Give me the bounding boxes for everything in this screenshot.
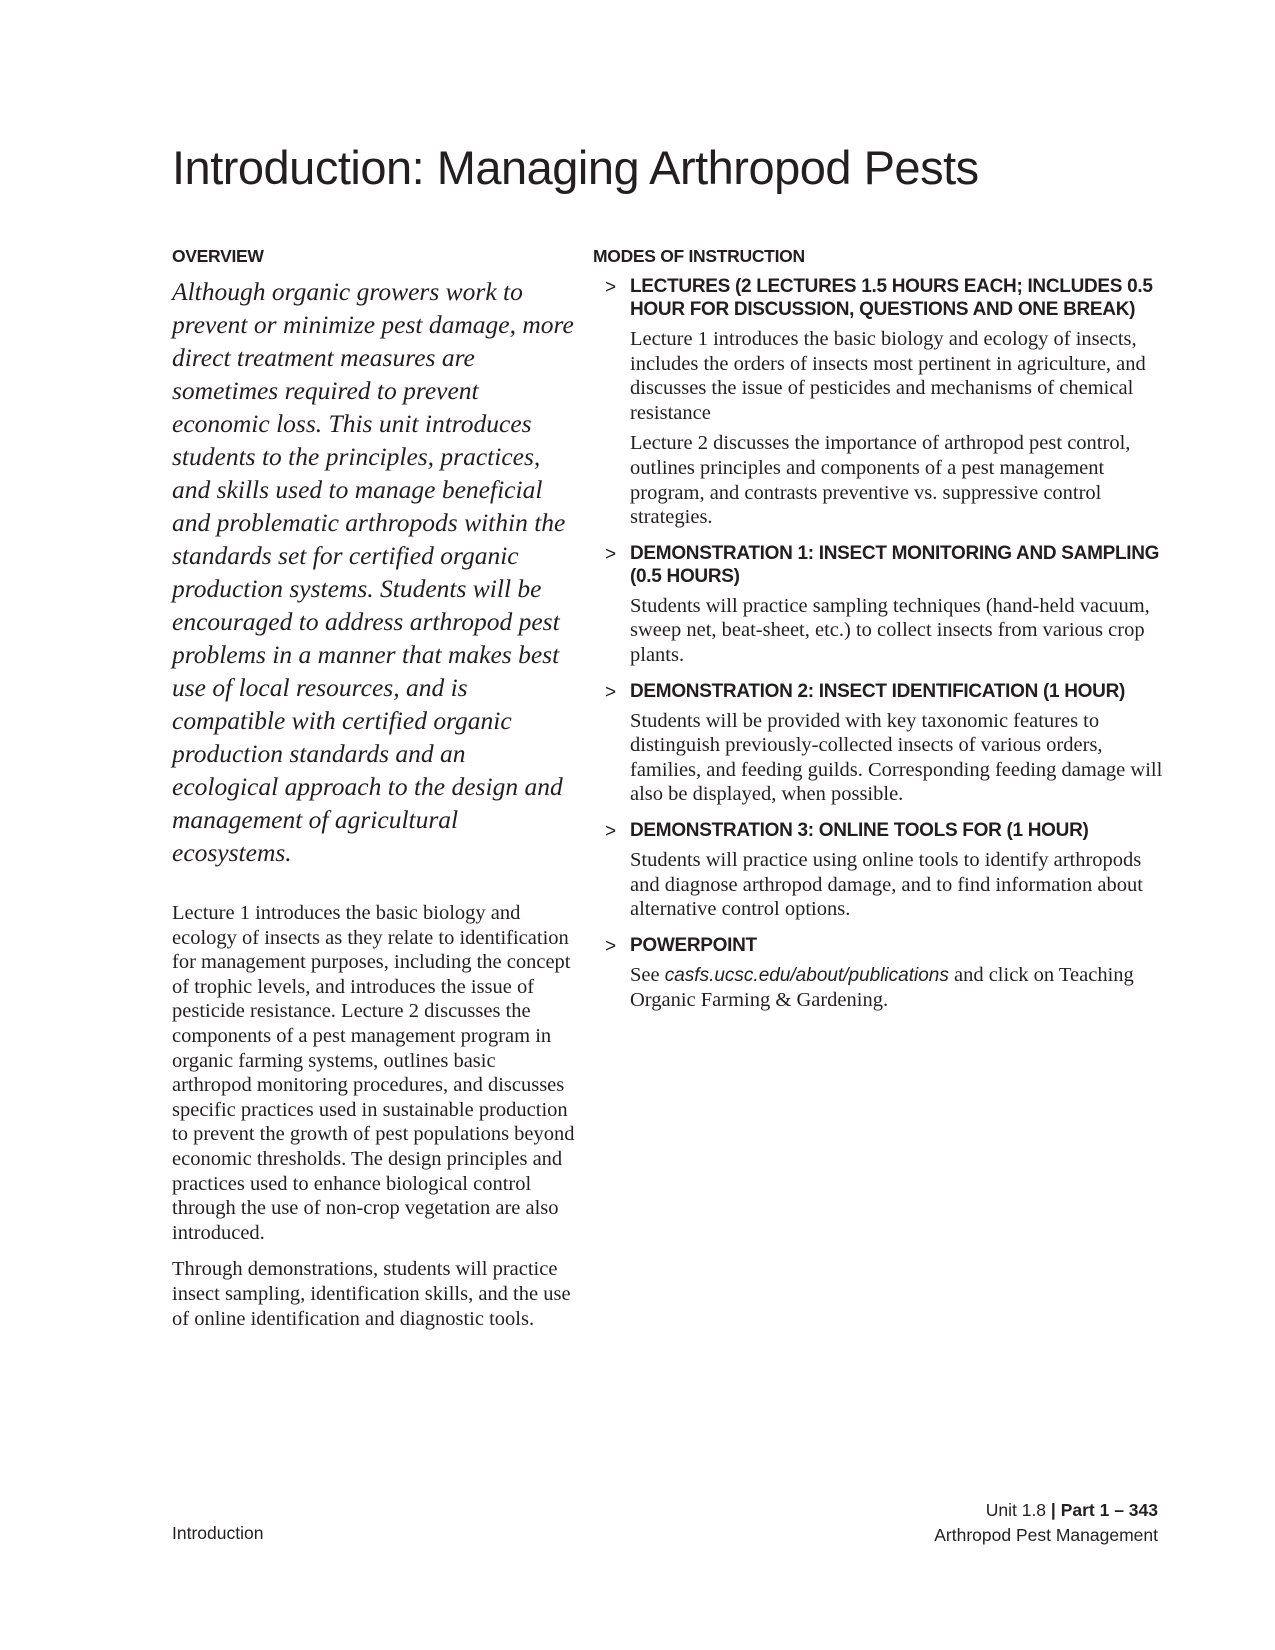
footer-unit: Unit 1.8 xyxy=(985,1500,1047,1520)
mode-text: Lecture 2 discusses the importance of arthropod pest control, outlines principles and components of a pest management program, and contrasts preventive vs. suppressive control strategies. xyxy=(630,432,1131,529)
footer-unit-line xyxy=(934,1498,1158,1523)
powerpoint-prefix: See xyxy=(630,963,660,986)
bullet-marker: > xyxy=(605,820,617,842)
overview-paragraph-1: Lecture 1 introduces the basic biology and ecology of insects as they relate to identification for management purposes, including the concept of trophic levels, and introduces the issue of pesticide resistance. Lecture 2 discusses the components of a pest management program in organic farming systems, outlines basic arthropod monitoring procedures, and discusses specific practices used in sustainable production to prevent the growth of pest populations beyond economic thresholds. The design principles and practices used to enhance biological control through the use of non-crop vegetation are also introduced. xyxy=(172,902,575,1244)
footer-separator: | xyxy=(1050,1500,1056,1520)
bullet-marker: > xyxy=(605,935,617,957)
page-title: Introduction: Managing Arthropod Pests xyxy=(172,141,979,194)
powerpoint-suffix: and click on Teaching Organic Farming & Gardening. xyxy=(630,963,1134,1012)
mode-text: Students will practice using online tools to identify arthropods and diagnose arthropod damage, and to find information about alternative control options. xyxy=(630,848,1143,921)
mode-item-powerpoint xyxy=(593,934,1173,1013)
modes-column xyxy=(593,246,1173,1025)
mode-text: Lecture 1 introduces the basic biology and ecology of insects, includes the orders of insects most pertinent in agriculture, and discusses the issue of pesticides and mechanisms of chemical resistance xyxy=(630,328,1146,424)
mode-text: Students will be provided with key taxonomic features to distinguish previously-collected insects of various orders, families, and feeding guilds. Corresponding feeding damage will also be displayed, when possible. xyxy=(630,709,1163,806)
powerpoint-text xyxy=(630,963,1173,1013)
overview-summary: Although organic growers work to prevent or minimize pest damage, more direct treatment measures are sometimes required to prevent economic loss. This unit introduces students to the principles, practices, and skills used to manage beneficial and problematic arthropods within the standards set for certified organic production systems. Students will be encouraged to address arthropod pest problems in a manner that makes best use of local resources, and is compatible with certified organic production standards and an ecological approach to the design and management of agricultural ecosystems. xyxy=(172,277,574,867)
bullet-marker: > xyxy=(605,681,617,703)
footer-page-info xyxy=(934,1498,1158,1548)
footer-subtitle: Arthropod Pest Management xyxy=(934,1525,1158,1545)
mode-text: Students will practice sampling techniques (hand-held vacuum, sweep net, beat-sheet, etc.) to collect insects from various crop plants. xyxy=(630,594,1150,666)
overview-paragraph-2: Through demonstrations, students will practice insect sampling, identification skills, and the use of online identification and diagnostic tools. xyxy=(172,1258,571,1330)
bullet-marker: > xyxy=(605,277,617,298)
footer-section-label: Introduction xyxy=(172,1523,264,1543)
mode-heading: POWERPOINT xyxy=(630,934,757,956)
publications-link[interactable]: casfs.ucsc.edu/about/publications xyxy=(664,964,949,986)
mode-item-demo-1 xyxy=(593,542,1173,668)
mode-item-demo-2 xyxy=(593,680,1173,807)
bullet-marker: > xyxy=(605,543,617,565)
overview-heading: OVERVIEW xyxy=(172,246,264,266)
footer-page-number: Part 1 – 343 xyxy=(1060,1500,1158,1520)
modes-heading: MODES OF INSTRUCTION xyxy=(593,246,805,266)
mode-heading: DEMONSTRATION 1: INSECT MONITORING AND SAMPLING (0.5 HOURS) xyxy=(630,542,1160,587)
mode-item-lectures xyxy=(593,275,1173,530)
overview-column xyxy=(172,246,577,1343)
mode-heading: LECTURES (2 LECTURES 1.5 HOURS EACH; INCLUDES 0.5 HOUR FOR DISCUSSION, QUESTIONS AND ONE BREAK) xyxy=(630,276,1153,320)
mode-item-demo-3 xyxy=(593,819,1173,922)
mode-heading: DEMONSTRATION 2: INSECT IDENTIFICATION (1 HOUR) xyxy=(630,680,1126,702)
mode-heading: DEMONSTRATION 3: ONLINE TOOLS FOR (1 HOUR) xyxy=(630,819,1089,841)
